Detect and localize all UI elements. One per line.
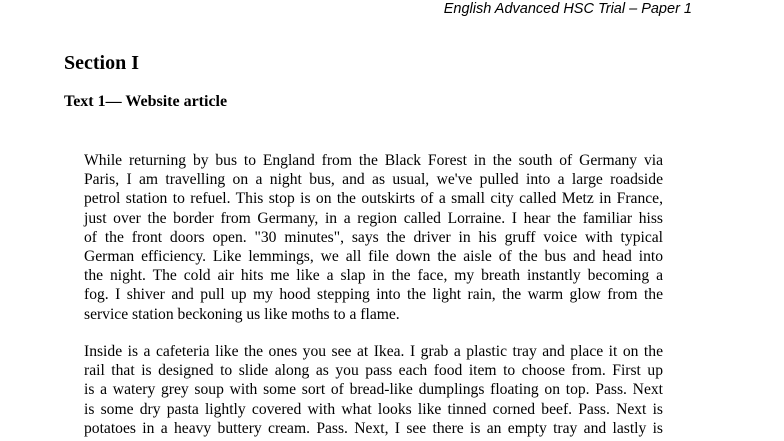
paragraph-line: German efficiency. Like lemmings, we all file down the aisle of the bus and head into: [84, 248, 663, 266]
text-title: Text 1— Website article: [64, 93, 228, 110]
paragraph-line: of the front doors open. "30 minutes", says the driver in his gruff voice with typical: [84, 228, 663, 246]
paragraph-line: While returning by bus to England from the Black Forest in the south of Germany via: [84, 152, 663, 169]
paragraph-line: potatoes in a heavy buttery cream. Pass. Next, I see there is an empty tray and lastly is: [84, 419, 663, 437]
article-paragraph-1: [84, 151, 684, 324]
paragraph-line: Paris, I am travelling on a night bus, and as usual, we've pulled into a large roadside: [84, 171, 663, 189]
paragraph-line: service station beckoning us like moths to a flame.: [84, 305, 400, 323]
paragraph-line: the night. The cold air hits me like a slap in the face, my breath instantly becoming a: [84, 267, 663, 285]
paragraph-line: Inside is a cafeteria like the ones you see at Ikea. I grab a plastic tray and place it on the: [84, 343, 663, 360]
paragraph-line: rail that is designed to slide along as you pass each food item to choose from. First up: [84, 362, 663, 380]
paragraph-line: is a watery grey soup with some sort of bread-like dumplings floating on top. Pass. Next: [84, 381, 663, 399]
paragraph-line: just over the border from Germany, in a region called Lorraine. I hear the familiar hiss: [84, 209, 663, 227]
article-paragraph-2: [84, 342, 684, 438]
paragraph-line: is some dry pasta lightly covered with what looks like tinned corned beef. Pass. Next is: [84, 400, 663, 418]
paragraph-line: petrol station to refuel. This stop is on the outskirts of a small city called Metz in France,: [84, 190, 663, 208]
paragraph-line: fog. I shiver and pull up my hood stepping into the light rain, the warm glow from the: [84, 286, 663, 304]
section-title: Section I: [64, 52, 139, 74]
running-header: English Advanced HSC Trial – Paper 1: [443, 1, 692, 17]
